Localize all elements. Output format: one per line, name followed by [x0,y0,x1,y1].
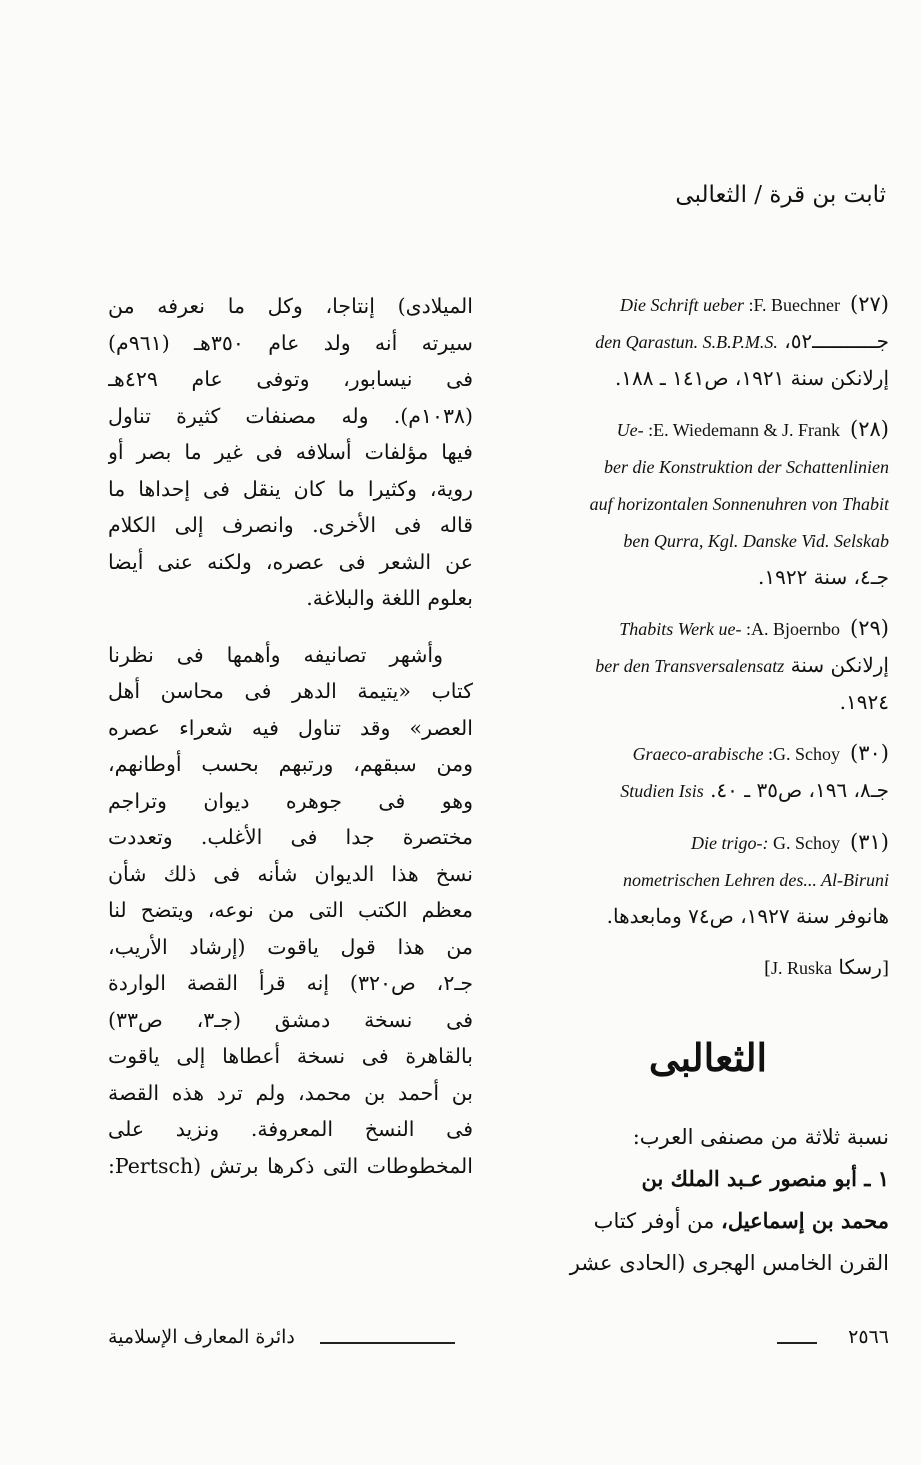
bib-line [527,684,889,720]
bib-title: Graeco-arabische [632,744,764,764]
footer-rule [777,1342,817,1344]
bib-entry-31 [527,824,889,934]
text-line: وأشهر تصانيفه وأهمها فى نظرنا [108,642,443,667]
bib-arabic: إرلانكن سنة [790,653,889,677]
section-line [527,1200,889,1242]
text-line: فى نيسابور، وتوفى عام ٤٢٩هـ [108,367,473,391]
bib-number: (٢٨) [850,417,889,441]
bib-number: (٢٧) [850,292,889,316]
paragraph-2 [108,637,473,1185]
text-line: مختصرة جدا فى الأغلب. وتعددت [108,825,473,849]
text-line: عن الشعر فى عصره، ولكنه عنى أيضا [108,549,473,574]
bib-arabic: جـ٨، ١٩٦، ص٣٥ ـ ٤٠. [710,778,889,802]
signature-arabic: رسكا [838,955,882,979]
bib-line [527,610,889,647]
running-header: ثابت بن قرة / الثعالبى [675,182,886,208]
page-footer [108,1326,889,1354]
text-line: (١٠٣٨م). وله مصنفات كثيرة تناول [108,403,473,428]
bib-line [527,824,889,861]
bib-title: ber den Transversalensatz [595,656,785,676]
bib-arabic: هانوفر سنة ١٩٢٧، ص٧٤ ومابعدها. [606,904,889,928]
text-line: المخطوطات التى ذكرها برتش (Pertsch: [108,1153,473,1178]
bib-line [527,448,889,485]
signature-bracket-close: ] [764,958,772,979]
section-title: الثعالبى [648,1035,768,1080]
text-line: بن أحمد بن محمد، ولم ترد هذه القصة [108,1080,473,1105]
bib-author: :G. Schoy [768,744,841,764]
text-line: العصر» وقد تناول فيه شعراء عصره [108,715,473,740]
bib-title: ben Qurra, Kgl. Danske Vid. Selskab [623,531,889,551]
text-line: كتاب «يتيمة الدهر فى محاسن أهل [108,679,473,703]
signature-bracket-open: [ [881,958,889,979]
text-line: قاله فى الأخرى. وانصرف إلى الكلام [108,513,473,537]
plain-text: من أوفر كتاب [593,1209,722,1233]
bib-line [527,559,889,595]
bib-title: auf horizontalen Sonnenuhren von Thabit [589,494,889,514]
bib-latin [691,825,840,861]
bib-line [527,485,889,522]
bib-number: (٣١) [850,830,889,854]
bib-number: (٣٠) [850,741,889,765]
text-line: بعلوم اللغة والبلاغة. [306,586,473,610]
text-line: بالقاهرة فى نسخة أعطاها إلى ياقوت [108,1044,473,1068]
bib-number: (٢٩) [850,616,889,640]
plain-text: القرن الخامس الهجرى (الحادى عشر [569,1251,889,1275]
text-line: نسخ هذا الديوان شأنه فى ذلك شأن [108,861,473,886]
bib-arabic: إرلانكن سنة ١٩٢١، ص١٤١ ـ ١٨٨. [614,366,889,390]
signature-latin: J. Ruska [771,958,833,978]
bib-author: :E. Wiedemann & J. Frank [648,420,841,440]
bib-latin [620,287,840,323]
bib-author: :A. Bjoernbo [746,619,841,639]
bibliography-column [527,286,889,987]
bib-title: Die Schrift ueber [620,295,744,315]
text-line: فيها مؤلفات أسلافه فى غير ما بصر أو [108,440,473,464]
author-signature [527,949,889,987]
body-column [108,288,473,1184]
bib-entry-30 [527,735,889,809]
bib-line [527,360,889,396]
bib-line [527,323,889,360]
section-intro: نسبة ثلاثة من مصنفى العرب: [632,1125,889,1149]
text-line: سيرته أنه ولد عام ٣٥٠هـ (٩٦١م) [108,330,473,355]
section-intro-block [527,1116,889,1284]
bib-line [527,286,889,323]
bib-line [527,772,889,809]
bib-line [527,898,889,934]
bib-line [527,735,889,772]
text-line: فى نسخة دمشق (جـ٣، ص٣٣) [108,1007,473,1032]
bib-author: G. Schoy [773,833,841,853]
bib-title: ber die Konstruktion der Schattenlinien [604,457,889,477]
bib-arabic: ١٩٢٤. [839,690,889,714]
text-line: فى النسخ المعروفة. ونزيد على [108,1117,473,1141]
paragraph-1 [108,288,473,617]
bold-text: محمد بن إسماعيل، [721,1208,889,1233]
bib-latin [619,611,840,647]
bib-latin [633,736,840,772]
text-line: وهو فى جوهره ديوان وتراجم [108,788,473,813]
bib-arabic: جـ٤، سنة ١٩٢٢. [758,565,889,589]
bib-title: Thabits Werk ue- [619,619,742,639]
text-line: من هذا قول ياقوت (إرشاد الأريب، [108,934,473,959]
bib-line [527,411,889,448]
bib-line [527,522,889,559]
bib-title: Die trigo-: [691,833,769,853]
section-line [527,1242,889,1284]
text-line: الميلادى) إنتاجا، وكل ما نعرفه من [108,294,473,318]
bib-arabic: جـــــــــــ٥٢، [784,329,889,353]
section-line [527,1158,889,1200]
text-line: معظم الكتب التى من نوعه، ويتضح لنا [108,898,473,922]
text-line: روية، وكثيرا ما كان ينقل فى إحداها ما [108,476,473,501]
bib-entry-27 [527,286,889,396]
footer-rule [320,1342,455,1344]
bib-line [527,861,889,898]
bib-latin [617,412,840,448]
bib-title: den Qarastun. S.B.P.M.S. [595,332,778,352]
bold-text: ١ ـ أبو منصور عـبد الملك بن [641,1166,889,1191]
text-line: ومن سبقهم، ورتبهم بحسب أوطانهم، [108,752,473,776]
bib-entry-29 [527,610,889,720]
bib-author: :F. Buechner [748,295,841,315]
page-number: ٢٥٦٦ [848,1326,889,1348]
bib-title: nometrischen Lehren des... Al-Biruni [623,870,889,890]
journal-title: دائرة المعارف الإسلامية [108,1326,295,1348]
text-line: جـ٢، ص٣٢٠) إنه قرأ القصة الواردة [108,971,473,995]
bib-line [527,647,889,684]
bib-title: Studien Isis [620,781,704,801]
bib-title: Ue- [616,420,644,440]
bib-entry-28 [527,411,889,595]
